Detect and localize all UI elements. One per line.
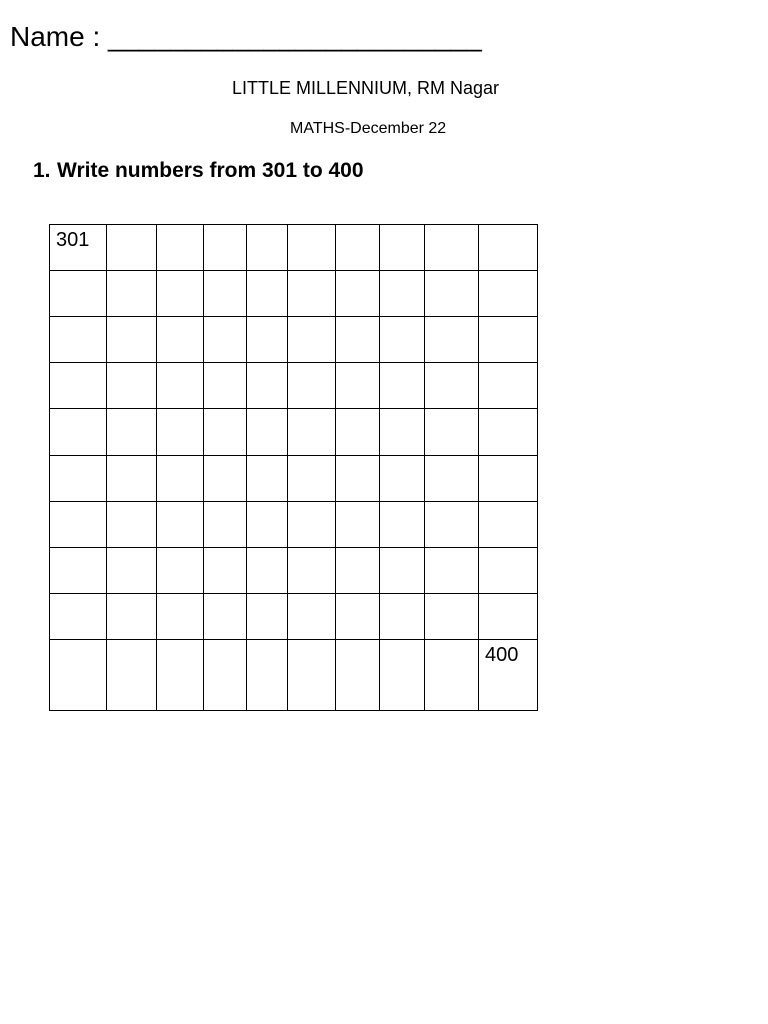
- grid-cell-value: [157, 502, 203, 505]
- grid-cell-value: [204, 594, 246, 597]
- grid-cell[interactable]: [107, 640, 157, 711]
- grid-cell[interactable]: [380, 502, 425, 548]
- grid-cell[interactable]: [479, 640, 538, 711]
- grid-cell-value: [107, 456, 156, 459]
- grid-cell[interactable]: [288, 317, 336, 363]
- grid-row: [50, 594, 538, 640]
- grid-row: [50, 640, 538, 711]
- grid-cell[interactable]: [380, 317, 425, 363]
- grid-cell-value: [157, 363, 203, 366]
- grid-cell[interactable]: [425, 317, 479, 363]
- grid-cell-value: [204, 225, 246, 228]
- name-field-label: Name : ________________________: [10, 21, 482, 52]
- grid-cell[interactable]: [204, 363, 247, 409]
- grid-cell-value: [50, 548, 106, 551]
- grid-cell[interactable]: [107, 271, 157, 317]
- grid-cell[interactable]: [425, 594, 479, 640]
- grid-cell[interactable]: [479, 225, 538, 271]
- grid-cell-value: [107, 225, 156, 228]
- grid-cell[interactable]: [479, 502, 538, 548]
- grid-cell-value: [204, 640, 246, 643]
- grid-cell-value: [247, 317, 287, 320]
- grid-cell[interactable]: [157, 548, 204, 594]
- grid-row: [50, 409, 538, 456]
- grid-cell[interactable]: [479, 271, 538, 317]
- grid-cell-value: [479, 594, 537, 597]
- grid-cell[interactable]: [380, 225, 425, 271]
- grid-cell[interactable]: [336, 363, 380, 409]
- grid-cell-value: [336, 225, 379, 228]
- grid-cell-value: [157, 317, 203, 320]
- grid-cell-value: [157, 640, 203, 643]
- grid-cell-value: [380, 640, 424, 643]
- grid-cell-value: [157, 271, 203, 274]
- grid-cell[interactable]: [107, 594, 157, 640]
- grid-cell-value: [50, 502, 106, 505]
- grid-cell[interactable]: [247, 594, 288, 640]
- subject-title: MATHS-December 22: [290, 120, 447, 137]
- grid-cell-value: [247, 502, 287, 505]
- grid-cell[interactable]: [336, 409, 380, 456]
- grid-cell-value: [107, 363, 156, 366]
- grid-cell[interactable]: [336, 640, 380, 711]
- grid-cell-value: [157, 225, 203, 228]
- grid-cell[interactable]: [157, 363, 204, 409]
- grid-row: [50, 271, 538, 317]
- grid-cell[interactable]: [380, 409, 425, 456]
- grid-cell[interactable]: [50, 225, 107, 271]
- grid-cell-value: 301: [56, 229, 90, 251]
- grid-cell-value: [425, 548, 478, 551]
- grid-cell[interactable]: [204, 640, 247, 711]
- grid-row: [50, 363, 538, 409]
- grid-cell[interactable]: [247, 456, 288, 502]
- grid-cell[interactable]: [380, 271, 425, 317]
- question-heading: [33, 157, 364, 185]
- grid-cell-value: [288, 456, 335, 459]
- grid-cell[interactable]: [157, 409, 204, 456]
- grid-cell-value: [204, 548, 246, 551]
- grid-cell-value: [157, 548, 203, 551]
- grid-cell-value: [425, 271, 478, 274]
- grid-cell-value: [204, 271, 246, 274]
- grid-cell[interactable]: [204, 594, 247, 640]
- grid-cell[interactable]: [157, 225, 204, 271]
- grid-cell[interactable]: [204, 456, 247, 502]
- grid-cell-value: [425, 594, 478, 597]
- grid-cell-value: [107, 409, 156, 412]
- grid-cell-value: [336, 409, 379, 412]
- grid-cell[interactable]: [107, 317, 157, 363]
- grid-cell-value: [380, 456, 424, 459]
- grid-cell[interactable]: [107, 456, 157, 502]
- grid-cell-value: [107, 502, 156, 505]
- grid-cell[interactable]: [479, 317, 538, 363]
- grid-cell[interactable]: [380, 456, 425, 502]
- grid-cell[interactable]: [50, 271, 107, 317]
- grid-cell-value: [380, 548, 424, 551]
- grid-cell[interactable]: [479, 548, 538, 594]
- grid-cell[interactable]: [50, 502, 107, 548]
- grid-cell[interactable]: [50, 363, 107, 409]
- grid-cell-value: [247, 271, 287, 274]
- grid-cell[interactable]: [425, 456, 479, 502]
- grid-cell-value: [336, 502, 379, 505]
- grid-cell-value: [50, 456, 106, 459]
- grid-cell-value: [50, 363, 106, 366]
- grid-cell-value: [247, 548, 287, 551]
- grid-cell[interactable]: [157, 317, 204, 363]
- grid-cell-value: [288, 548, 335, 551]
- number-grid: [49, 224, 538, 711]
- grid-cell-value: [247, 363, 287, 366]
- grid-cell[interactable]: [107, 225, 157, 271]
- grid-cell[interactable]: [380, 640, 425, 711]
- grid-cell[interactable]: [288, 456, 336, 502]
- grid-cell-value: [157, 456, 203, 459]
- grid-cell-value: 400: [485, 644, 519, 666]
- grid-row: [50, 456, 538, 502]
- grid-cell-value: [336, 594, 379, 597]
- grid-cell-value: [425, 502, 478, 505]
- grid-cell-value: [157, 409, 203, 412]
- grid-cell[interactable]: [288, 363, 336, 409]
- grid-cell-value: [425, 225, 478, 228]
- grid-cell-value: [204, 456, 246, 459]
- grid-cell[interactable]: [50, 548, 107, 594]
- grid-cell-value: [425, 317, 478, 320]
- grid-cell[interactable]: [204, 225, 247, 271]
- grid-cell[interactable]: [157, 271, 204, 317]
- grid-cell[interactable]: [247, 502, 288, 548]
- grid-cell-value: [288, 594, 335, 597]
- grid-cell[interactable]: [107, 363, 157, 409]
- grid-cell-value: [425, 363, 478, 366]
- grid-cell-value: [479, 502, 537, 505]
- grid-cell-value: [50, 271, 106, 274]
- grid-cell[interactable]: [288, 594, 336, 640]
- grid-cell-value: [336, 456, 379, 459]
- grid-cell-value: [380, 502, 424, 505]
- grid-cell-value: [247, 594, 287, 597]
- grid-cell-value: [425, 409, 478, 412]
- grid-cell-value: [107, 548, 156, 551]
- grid-cell[interactable]: [50, 594, 107, 640]
- grid-cell[interactable]: [247, 409, 288, 456]
- grid-cell[interactable]: [336, 502, 380, 548]
- grid-cell[interactable]: [50, 317, 107, 363]
- grid-cell[interactable]: [479, 409, 538, 456]
- grid-cell[interactable]: [247, 363, 288, 409]
- grid-cell[interactable]: [336, 548, 380, 594]
- grid-row: [50, 225, 538, 271]
- grid-cell[interactable]: [425, 640, 479, 711]
- grid-row: [50, 502, 538, 548]
- grid-cell-value: [204, 409, 246, 412]
- grid-cell[interactable]: [336, 271, 380, 317]
- school-name: LITTLE MILLENNIUM, RM Nagar: [232, 78, 500, 98]
- grid-cell-value: [50, 409, 106, 412]
- grid-cell[interactable]: [157, 594, 204, 640]
- grid-cell-value: [107, 594, 156, 597]
- grid-cell-value: [479, 548, 537, 551]
- grid-cell[interactable]: [380, 363, 425, 409]
- grid-cell-value: [380, 225, 424, 228]
- grid-cell[interactable]: [380, 548, 425, 594]
- grid-cell-value: [247, 409, 287, 412]
- grid-cell[interactable]: [157, 640, 204, 711]
- grid-cell-value: [247, 456, 287, 459]
- grid-cell[interactable]: [479, 363, 538, 409]
- grid-cell[interactable]: [50, 456, 107, 502]
- grid-cell[interactable]: [425, 502, 479, 548]
- grid-cell[interactable]: [425, 271, 479, 317]
- grid-row: [50, 317, 538, 363]
- grid-cell[interactable]: [107, 502, 157, 548]
- grid-cell[interactable]: [288, 640, 336, 711]
- grid-cell[interactable]: [479, 456, 538, 502]
- grid-cell[interactable]: [204, 409, 247, 456]
- grid-cell-value: [479, 456, 537, 459]
- grid-cell[interactable]: [107, 409, 157, 456]
- grid-cell[interactable]: [204, 271, 247, 317]
- grid-cell[interactable]: [204, 317, 247, 363]
- grid-cell-value: [425, 640, 478, 643]
- grid-cell-value: [288, 271, 335, 274]
- grid-cell-value: [107, 271, 156, 274]
- grid-cell[interactable]: [204, 502, 247, 548]
- grid-cell[interactable]: [288, 548, 336, 594]
- grid-cell[interactable]: [288, 409, 336, 456]
- grid-cell[interactable]: [247, 317, 288, 363]
- grid-cell-value: [204, 363, 246, 366]
- grid-cell-value: [50, 594, 106, 597]
- grid-cell-value: [380, 409, 424, 412]
- grid-cell-value: [425, 456, 478, 459]
- grid-cell[interactable]: [288, 225, 336, 271]
- grid-cell[interactable]: [247, 271, 288, 317]
- grid-cell[interactable]: [288, 502, 336, 548]
- grid-cell-value: [107, 640, 156, 643]
- grid-cell[interactable]: [204, 548, 247, 594]
- grid-cell[interactable]: [380, 594, 425, 640]
- grid-cell[interactable]: [336, 456, 380, 502]
- grid-cell-value: [479, 409, 537, 412]
- grid-cell-value: [204, 317, 246, 320]
- grid-cell-value: [288, 363, 335, 366]
- grid-cell-value: [288, 409, 335, 412]
- grid-cell[interactable]: [336, 317, 380, 363]
- grid-cell[interactable]: [157, 456, 204, 502]
- grid-cell[interactable]: [50, 640, 107, 711]
- question-number: 1.: [33, 159, 51, 182]
- grid-cell-value: [247, 225, 287, 228]
- grid-cell[interactable]: [50, 409, 107, 456]
- grid-cell-value: [336, 317, 379, 320]
- grid-cell[interactable]: [479, 594, 538, 640]
- grid-cell-value: [380, 363, 424, 366]
- grid-cell[interactable]: [107, 548, 157, 594]
- grid-cell[interactable]: [425, 363, 479, 409]
- grid-cell-value: [336, 548, 379, 551]
- grid-cell-value: [50, 317, 106, 320]
- grid-cell-value: [247, 640, 287, 643]
- grid-cell[interactable]: [425, 409, 479, 456]
- grid-cell-value: [288, 502, 335, 505]
- grid-cell-value: [288, 640, 335, 643]
- grid-cell-value: [479, 271, 537, 274]
- grid-cell[interactable]: [157, 502, 204, 548]
- grid-cell[interactable]: [425, 225, 479, 271]
- question-text: Write numbers from 301 to 400: [57, 159, 364, 182]
- grid-cell-value: [336, 271, 379, 274]
- grid-cell-value: [380, 594, 424, 597]
- grid-cell-value: [157, 594, 203, 597]
- grid-row: [50, 548, 538, 594]
- grid-cell-value: [380, 271, 424, 274]
- grid-cell[interactable]: [247, 548, 288, 594]
- grid-cell[interactable]: [336, 594, 380, 640]
- grid-cell-value: [479, 363, 537, 366]
- grid-cell-value: [50, 640, 106, 643]
- grid-cell[interactable]: [288, 271, 336, 317]
- grid-cell-value: [336, 363, 379, 366]
- grid-cell-value: [479, 225, 537, 228]
- grid-cell-value: [107, 317, 156, 320]
- grid-cell[interactable]: [247, 225, 288, 271]
- grid-cell-value: [336, 640, 379, 643]
- grid-cell[interactable]: [336, 225, 380, 271]
- grid-cell[interactable]: [247, 640, 288, 711]
- grid-cell-value: [479, 317, 537, 320]
- grid-cell-value: [204, 502, 246, 505]
- grid-cell-value: [288, 317, 335, 320]
- grid-cell-value: [288, 225, 335, 228]
- grid-cell[interactable]: [425, 548, 479, 594]
- grid-cell-value: [380, 317, 424, 320]
